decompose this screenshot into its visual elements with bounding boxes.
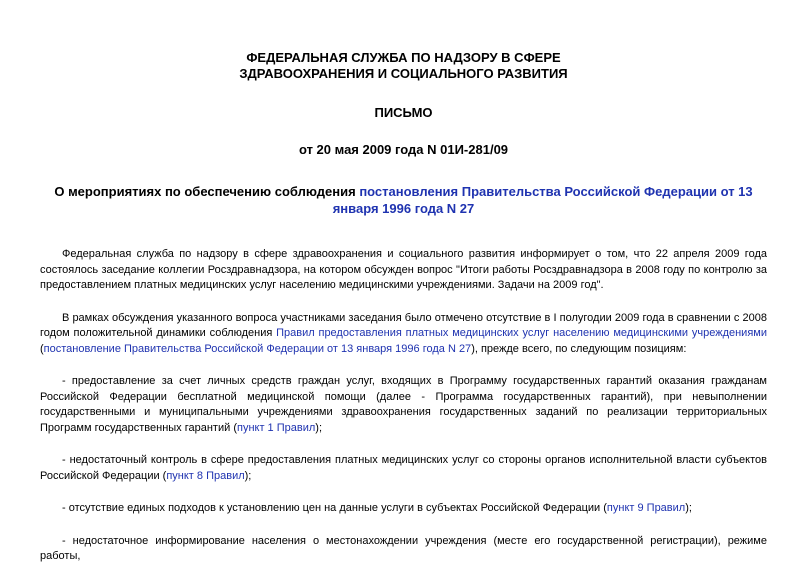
rules-point-8-link[interactable]: пункт 8 Правил (166, 469, 245, 482)
paragraph-text: - предоставление за счет личных средств граждан услуг, входящих в Программу государственных гарантий оказания гражданам Российской Федерации бесплатной медицинской помощи (далее - Программа государственных гарантий), при невыполнении государственными и муниципальными учреждениями здравоохранения государственных заданий по реализации территориальных Программ государственных гарантий ( (40, 375, 767, 434)
list-item-pricing (40, 501, 767, 517)
paragraph-text: - отсутствие единых подходов к установлению цен на данные услуги в субъектах Российской Федерации ( (62, 502, 607, 514)
list-item-informing (40, 534, 767, 565)
paragraph-text: В рамках обсуждения указанного вопроса участниками заседания было отмечено отсутствие в I полугодии 2009 года в сравнении с 2008 годом положительной динамики соблюдения (40, 311, 767, 339)
paragraph-text: ); (685, 502, 692, 514)
subject-resolution-link[interactable]: постановления Правительства Российской Федерации от 13 января 1996 года N 27 (332, 184, 753, 216)
rules-link[interactable]: Правил предоставления платных медицинских услуг населению медицинскими учреждениями (276, 327, 767, 339)
paragraph-discussion (40, 311, 767, 358)
document-date: от 20 мая 2009 года N 01И-281/09 (298, 142, 509, 157)
document-subject (40, 183, 767, 217)
paragraph-text: ); (315, 421, 323, 434)
list-item-state-guarantees (40, 374, 767, 436)
document-type: ПИСЬМО (374, 105, 433, 120)
paragraph-text: ), прежде всего, по следующим позициям: (471, 342, 687, 355)
agency-name-line2: ЗДРАВООХРАНЕНИЯ И СОЦИАЛЬНОГО РАЗВИТИЯ (239, 66, 568, 81)
rules-point-1-link[interactable]: пункт 1 Правил (236, 421, 316, 434)
rules-point-9-link[interactable]: пункт 9 Правил (606, 502, 686, 514)
document-body (40, 247, 767, 565)
paragraph-intro (40, 247, 767, 294)
paragraph-text: ); (244, 469, 252, 482)
subject-text: О мероприятиях по обеспечению соблюдения (54, 184, 360, 199)
paragraph-text: - недостаточное информирование населения о местонахождении учреждения (месте его государственной регистрации), режиме работы, (40, 534, 767, 562)
agency-name-line1: ФЕДЕРАЛЬНАЯ СЛУЖБА ПО НАДЗОРУ В СФЕРЕ (246, 50, 561, 65)
document-header (40, 50, 767, 158)
paragraph-text: - недостаточный контроль в сфере предоставления платных медицинских услуг со стороны органов исполнительной власти субъектов Российской Федерации ( (40, 454, 767, 482)
paragraph-text: ( (40, 342, 44, 355)
paragraph-text: Федеральная служба по надзору в сфере здравоохранения и социального развития информирует о том, что 22 апреля 2009 года состоялось заседание коллегии Росздравнадзора, на котором обсужден вопрос "Итоги работы Росздравнадзора в 2008 году по контролю за предоставлением платных медицинских услуг населению медицинскими учреждениями. Задачи на 2009 год". (40, 248, 767, 291)
list-item-insufficient-control (40, 453, 767, 484)
resolution-link[interactable]: постановление Правительства Российской Федерации от 13 января 1996 года N 27 (43, 342, 472, 355)
